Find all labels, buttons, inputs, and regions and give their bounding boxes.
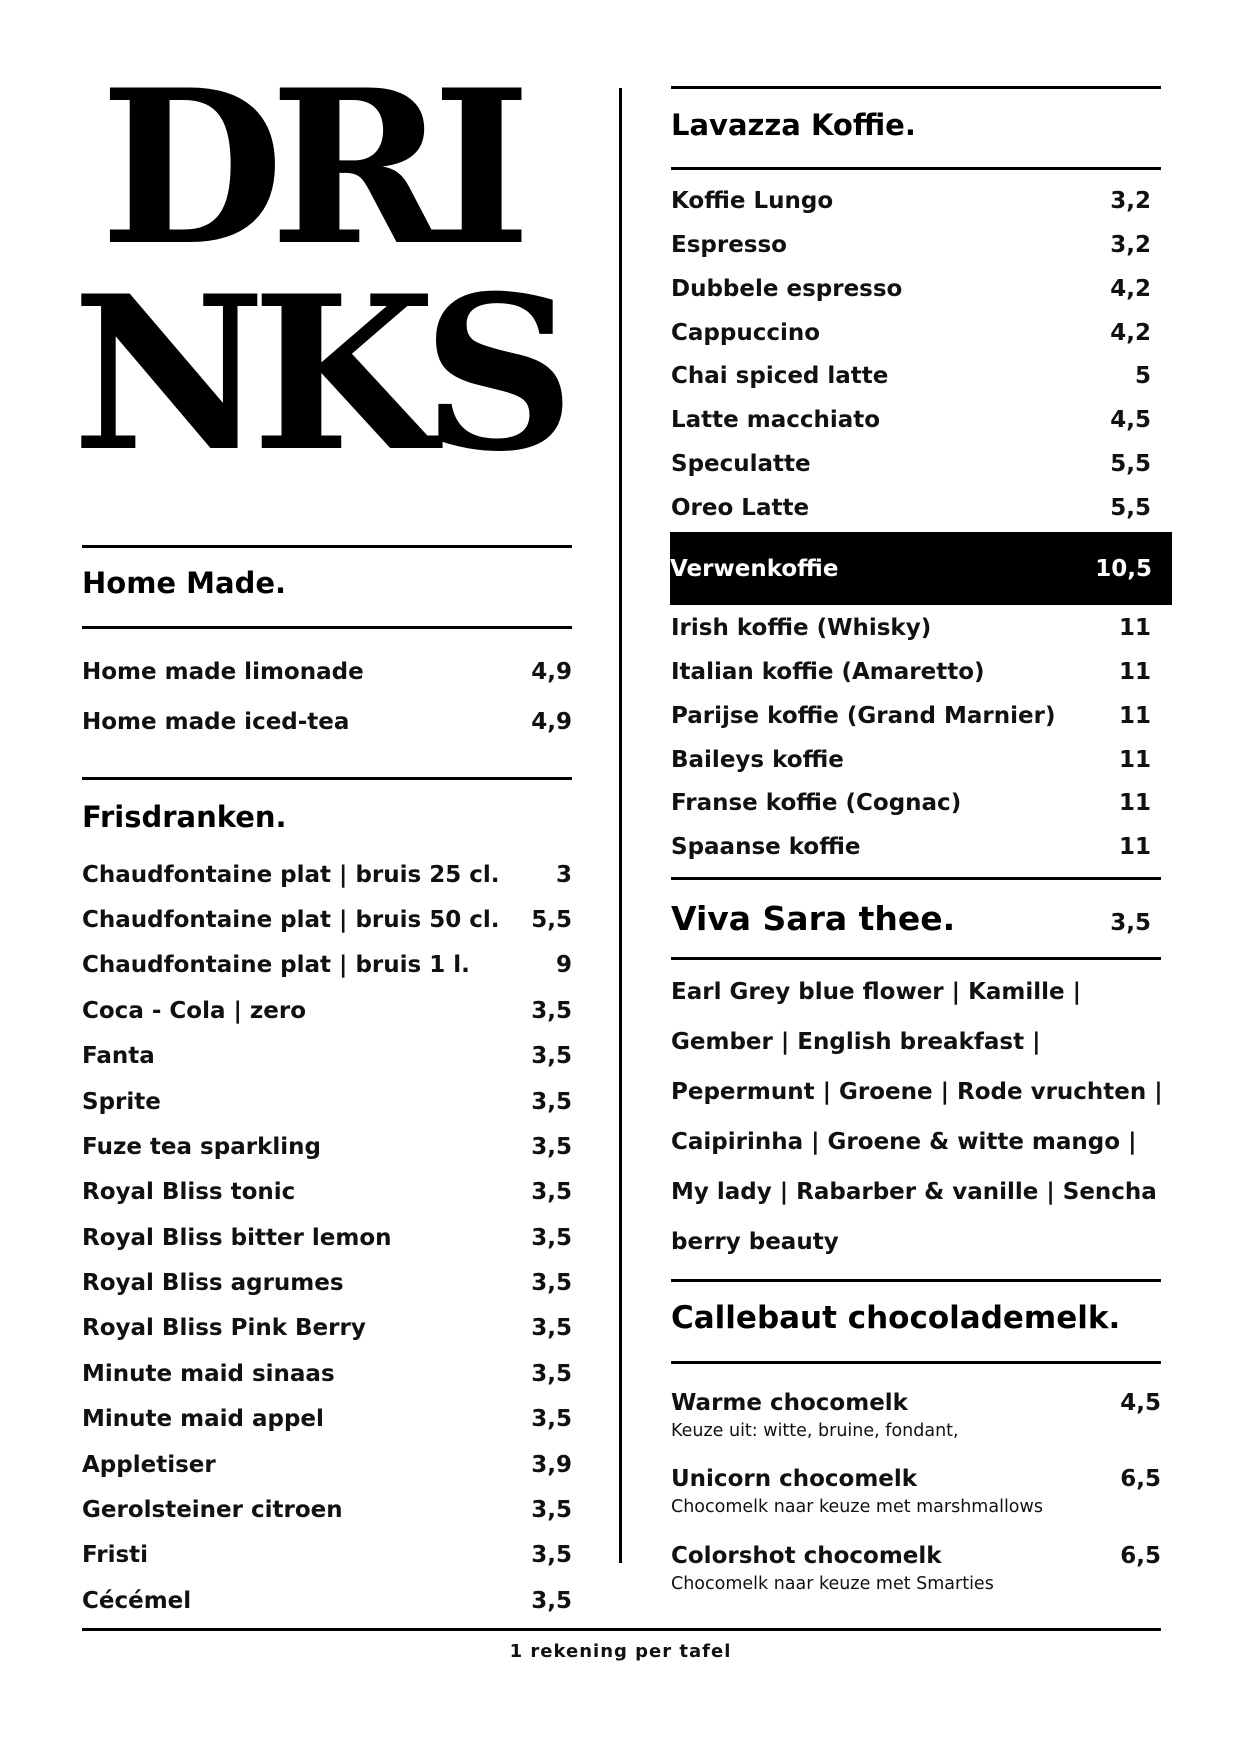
item-price: 3,5 bbox=[531, 1225, 572, 1251]
item-price: 3,5 bbox=[531, 1134, 572, 1160]
item-price: 4,5 bbox=[1110, 407, 1151, 433]
item-name: Cécémel bbox=[82, 1588, 192, 1614]
item-price: 5 bbox=[1134, 363, 1151, 389]
menu-item bbox=[671, 234, 1151, 257]
divider bbox=[671, 86, 1161, 89]
item-name: Speculatte bbox=[671, 451, 811, 477]
menu-item bbox=[671, 1468, 1161, 1517]
title-line-1: DRI bbox=[100, 43, 518, 292]
menu-item bbox=[671, 409, 1151, 432]
item-name: Royal Bliss tonic bbox=[82, 1179, 296, 1205]
item-name: Koffie Lungo bbox=[671, 188, 834, 214]
item-name: Appletiser bbox=[82, 1452, 216, 1478]
item-name: Gerolsteiner citroen bbox=[82, 1497, 343, 1523]
menu-item bbox=[671, 705, 1151, 728]
item-name: Warme chocomelk bbox=[671, 1390, 908, 1416]
item-name: Fuze tea sparkling bbox=[82, 1134, 321, 1160]
menu-item bbox=[671, 617, 1151, 640]
menu-item bbox=[82, 864, 572, 887]
menu-item bbox=[82, 1272, 572, 1295]
item-name: Franse koffie (Cognac) bbox=[671, 790, 962, 816]
item-name: Minute maid appel bbox=[82, 1406, 324, 1432]
item-price: 11 bbox=[1118, 790, 1151, 816]
item-price: 9 bbox=[555, 952, 572, 978]
item-name: Italian koffie (Amaretto) bbox=[671, 659, 985, 685]
divider bbox=[671, 957, 1161, 960]
divider bbox=[82, 626, 572, 629]
menu-item bbox=[82, 1363, 572, 1386]
item-row bbox=[671, 1392, 1161, 1415]
item-price: 3 bbox=[555, 862, 572, 888]
item-price: 3,2 bbox=[1110, 232, 1151, 258]
item-price: 5,5 bbox=[1110, 495, 1151, 521]
menu-item bbox=[82, 1317, 572, 1340]
item-name: Parijse koffie (Grand Marnier) bbox=[671, 703, 1056, 729]
column-divider bbox=[619, 88, 622, 1563]
item-price: 11 bbox=[1118, 703, 1151, 729]
item-name: Espresso bbox=[671, 232, 787, 258]
section-heading-frisdranken: Frisdranken. bbox=[82, 800, 287, 834]
menu-item bbox=[82, 1181, 572, 1204]
item-name: Oreo Latte bbox=[671, 495, 810, 521]
item-price: 4,2 bbox=[1110, 276, 1151, 302]
menu-item bbox=[82, 1590, 572, 1613]
item-price: 3,5 bbox=[531, 998, 572, 1024]
menu-item bbox=[82, 1000, 572, 1023]
item-price: 5,5 bbox=[1110, 451, 1151, 477]
item-description: Keuze uit: witte, bruine, fondant, bbox=[671, 1421, 959, 1441]
item-name: Royal Bliss Pink Berry bbox=[82, 1315, 366, 1341]
item-description: Chocomelk naar keuze met Smarties bbox=[671, 1574, 994, 1594]
item-name: Fristi bbox=[82, 1542, 149, 1568]
item-price: 3,5 bbox=[531, 1270, 572, 1296]
menu-item bbox=[82, 711, 572, 734]
menu-item bbox=[671, 1392, 1161, 1441]
divider bbox=[671, 167, 1161, 170]
menu-item bbox=[671, 322, 1151, 345]
menu-item bbox=[671, 749, 1151, 772]
menu-item bbox=[671, 1545, 1161, 1594]
menu-item bbox=[671, 792, 1151, 815]
section-heading-thee: Viva Sara thee. bbox=[671, 899, 956, 938]
item-price: 6,5 bbox=[1120, 1543, 1161, 1569]
item-price: 10,5 bbox=[1095, 556, 1152, 582]
item-price: 5,5 bbox=[531, 907, 572, 933]
menu-item bbox=[82, 1091, 572, 1114]
menu-item bbox=[82, 909, 572, 932]
menu-item bbox=[82, 1544, 572, 1567]
item-price: 3,5 bbox=[531, 1179, 572, 1205]
menu-item bbox=[671, 278, 1151, 301]
menu-item bbox=[82, 1454, 572, 1477]
item-name: Baileys koffie bbox=[671, 747, 844, 773]
item-description: Chocomelk naar keuze met marshmallows bbox=[671, 1497, 1043, 1517]
menu-item bbox=[82, 1136, 572, 1159]
item-name: Home made limonade bbox=[82, 659, 364, 685]
item-name: Coca - Cola | zero bbox=[82, 998, 307, 1024]
item-row bbox=[671, 1468, 1161, 1491]
menu-item bbox=[82, 1408, 572, 1431]
item-name: Royal Bliss bitter lemon bbox=[82, 1225, 392, 1251]
menu-item bbox=[670, 558, 1152, 581]
menu-item bbox=[671, 661, 1151, 684]
item-price: 3,5 bbox=[531, 1406, 572, 1432]
section-heading-chocolademelk: Callebaut chocolademelk. bbox=[671, 1300, 1121, 1336]
divider bbox=[671, 877, 1161, 880]
item-name: Chaudfontaine plat | bruis 1 l. bbox=[82, 952, 470, 978]
item-name: Chaudfontaine plat | bruis 50 cl. bbox=[82, 907, 500, 933]
menu-item bbox=[82, 1227, 572, 1250]
item-price: 11 bbox=[1118, 834, 1151, 860]
title-line-2: NKS bbox=[72, 249, 562, 498]
divider bbox=[82, 777, 572, 780]
menu-item bbox=[671, 497, 1151, 520]
verwenkoffie-banner bbox=[670, 532, 1172, 605]
item-price: 3,5 bbox=[531, 1089, 572, 1115]
item-name: Sprite bbox=[82, 1089, 161, 1115]
item-price: 4,2 bbox=[1110, 320, 1151, 346]
item-name: Minute maid sinaas bbox=[82, 1361, 335, 1387]
item-name: Chai spiced latte bbox=[671, 363, 889, 389]
item-price: 4,5 bbox=[1120, 1390, 1161, 1416]
item-price: 3,9 bbox=[531, 1452, 572, 1478]
item-name: Verwenkoffie bbox=[670, 556, 839, 582]
item-price: 3,5 bbox=[531, 1542, 572, 1568]
divider bbox=[671, 1361, 1161, 1364]
item-name: Unicorn chocomelk bbox=[671, 1466, 918, 1492]
tea-header bbox=[671, 899, 1151, 938]
item-price: 3,5 bbox=[531, 1588, 572, 1614]
item-name: Latte macchiato bbox=[671, 407, 881, 433]
item-name: Royal Bliss agrumes bbox=[82, 1270, 344, 1296]
item-price: 6,5 bbox=[1120, 1466, 1161, 1492]
menu-item bbox=[671, 836, 1151, 859]
item-price: 4,9 bbox=[531, 709, 572, 735]
divider bbox=[82, 1628, 1161, 1631]
item-price: 11 bbox=[1118, 747, 1151, 773]
item-name: Chaudfontaine plat | bruis 25 cl. bbox=[82, 862, 500, 888]
menu-item bbox=[82, 1499, 572, 1522]
menu-item bbox=[671, 453, 1151, 476]
item-name: Colorshot chocomelk bbox=[671, 1543, 942, 1569]
menu-item bbox=[671, 190, 1151, 213]
item-price: 3,5 bbox=[531, 1315, 572, 1341]
menu-item bbox=[82, 954, 572, 977]
item-price: 3,2 bbox=[1110, 188, 1151, 214]
item-name: Home made iced-tea bbox=[82, 709, 350, 735]
menu-item bbox=[671, 365, 1151, 388]
menu-item bbox=[82, 1045, 572, 1068]
item-name: Spaanse koffie bbox=[671, 834, 861, 860]
item-row bbox=[671, 1545, 1161, 1568]
item-price: 4,9 bbox=[531, 659, 572, 685]
section-heading-home-made: Home Made. bbox=[82, 566, 287, 600]
item-name: Cappuccino bbox=[671, 320, 821, 346]
item-price: 3,5 bbox=[1110, 910, 1151, 936]
item-name: Dubbele espresso bbox=[671, 276, 903, 302]
menu-item bbox=[82, 661, 572, 684]
item-name: Fanta bbox=[82, 1043, 155, 1069]
item-price: 3,5 bbox=[531, 1497, 572, 1523]
item-price: 11 bbox=[1118, 659, 1151, 685]
tea-flavours: Earl Grey blue flower | Kamille | Gember | English breakfast | Pepermunt | Groene | Rode vruchten | Caipirinha | Groene & witte mango | My lady | Rabarber & vanille | Sencha berry beauty bbox=[671, 979, 1163, 1255]
item-name: Irish koffie (Whisky) bbox=[671, 615, 932, 641]
divider bbox=[82, 545, 572, 548]
item-price: 3,5 bbox=[531, 1043, 572, 1069]
item-price: 3,5 bbox=[531, 1361, 572, 1387]
item-price: 11 bbox=[1118, 615, 1151, 641]
divider bbox=[671, 1279, 1161, 1282]
footer-note: 1 rekening per tafel bbox=[509, 1641, 732, 1662]
section-heading-koffie: Lavazza Koffie. bbox=[671, 108, 916, 142]
